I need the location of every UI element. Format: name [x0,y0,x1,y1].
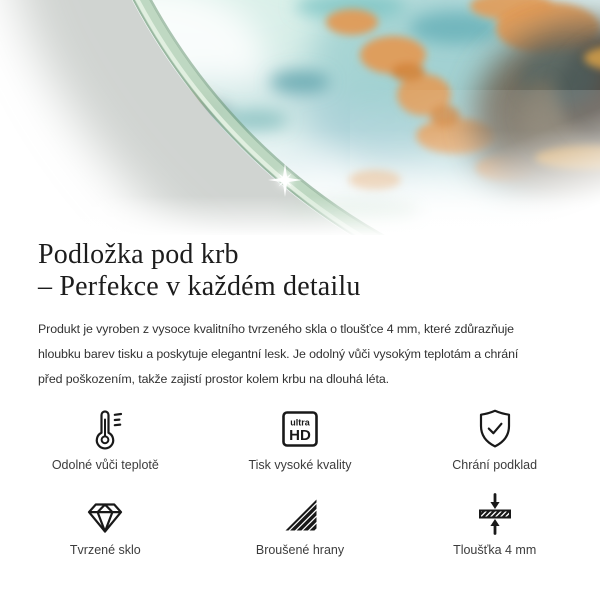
ultra-hd-badge-bottom: HD [289,427,311,444]
feature-heat-resistant [8,405,203,472]
feature-label: Tvrzené sklo [69,543,141,557]
feature-label: Tisk vysoké kvality [248,458,352,472]
feature-print-quality [203,405,398,472]
features-grid [0,405,600,557]
feature-label: Tloušťka 4 mm [453,543,537,557]
feature-beveled-edges [203,490,398,557]
title-line-2: – Perfekce v každém detailu [38,271,361,302]
diamond-icon [81,490,129,538]
feature-label: Odolné vůči teplotě [51,458,159,472]
thermometer-icon [81,405,129,453]
feature-thickness [397,490,592,557]
shield-check-icon [471,405,519,453]
feature-tempered-glass [8,490,203,557]
ultra-hd-badge-top: ultra [290,417,310,428]
thickness-icon [471,490,519,538]
title-line-1: Podložka pod krb [38,239,239,270]
beveled-edges-icon [276,490,324,538]
product-photo [0,0,600,235]
feature-protects-surface [397,405,592,472]
ultra-hd-icon [276,405,324,453]
product-description: Produkt je vyroben z vysoce kvalitního tvrzeného skla o tloušťce 4 mm, které zdůrazňuje hloubku barev tisku a poskytuje elegantní lesk. Je odolný vůči vysokým teplotám a chrání před poškozením, takže zajistí prostor kolem krbu na dlouhá léta. [38,322,519,386]
feature-label: Chrání podklad [452,458,538,472]
page-title [0,239,600,303]
feature-label: Broušené hrany [255,543,345,557]
